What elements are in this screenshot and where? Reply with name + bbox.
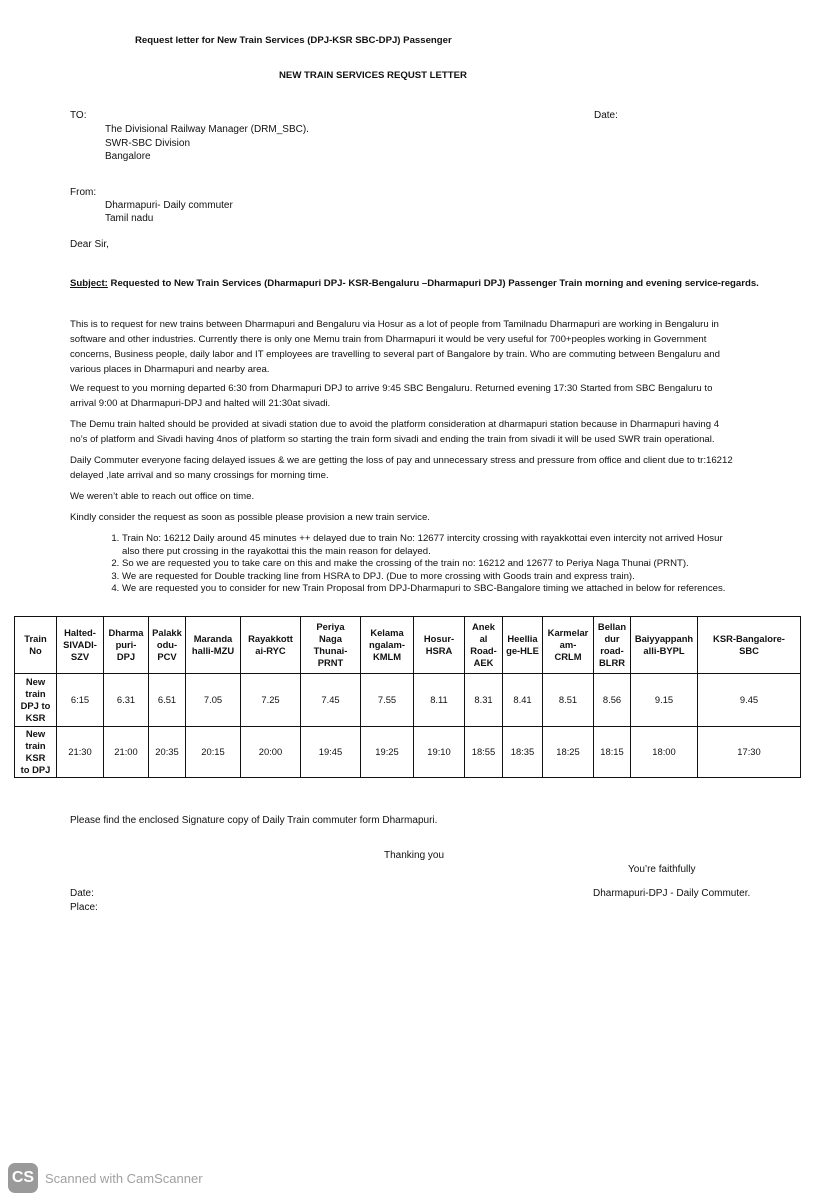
header-cell-station: Hosur- HSRA: [414, 617, 465, 674]
to-label: TO:: [70, 110, 87, 121]
header-cell-station: Karmelar am- CRLM: [543, 617, 594, 674]
time-cell: 8.56: [594, 674, 631, 727]
header-cell-station: Anek al Road- AEK: [465, 617, 503, 674]
time-cell: 6.31: [104, 674, 149, 727]
proposed-timetable: [14, 616, 801, 778]
paragraph-line: arrival 9:00 at Dharmapuri-DPJ and halted will 21:30at sivadi.: [70, 398, 331, 409]
camscanner-watermark: [8, 1163, 203, 1193]
subject-line: [70, 278, 759, 289]
paragraph-line: The Demu train halted should be provided at sivadi station due to avoid the platform consideration at dharmapuri station because in Dharmapuri having 4: [70, 419, 720, 430]
time-cell: 6.51: [149, 674, 186, 727]
paragraph-line: Kindly consider the request as soon as possible please provision a new train service.: [70, 512, 430, 523]
date-label-top: Date:: [594, 110, 618, 121]
list-item: 4. We are requested you to consider for new Train Proposal from DPJ-Dharmapuri to SBC-Bangalore timing we attached in below for references.: [122, 583, 764, 596]
camscanner-label: Scanned with CamScanner: [45, 1170, 203, 1186]
subject-text: Requested to New Train Services (Dharmapuri DPJ- KSR-Bengaluru –Dharmapuri DPJ) Passenger Train morning and evening service-regards.: [110, 278, 759, 289]
camscanner-logo-icon: CS: [8, 1163, 38, 1193]
time-cell: 9.45: [698, 674, 801, 727]
paragraph-line: no’s of platform and Sivadi having 4nos of platform so starting the train form sivadi and ending the train from sivadi it will be used SWR train operational.: [70, 434, 715, 445]
paragraph-kindly-consider: [70, 510, 750, 525]
time-cell: 21:30: [57, 727, 104, 778]
paragraph-demu-halt: [70, 417, 750, 447]
letter-heading: NEW TRAIN SERVICES REQUST LETTER: [279, 70, 467, 81]
header-cell-station: Rayakkott ai-RYC: [241, 617, 301, 674]
paragraph-delays: [70, 453, 750, 483]
header-cell-station: Dharma puri- DPJ: [104, 617, 149, 674]
time-cell: 19:25: [361, 727, 414, 778]
salutation: Dear Sir,: [70, 239, 109, 250]
time-cell: 17:30: [698, 727, 801, 778]
row-label: New train KSR to DPJ: [15, 727, 57, 778]
recipient-line: The Divisional Railway Manager (DRM_SBC).: [105, 124, 309, 135]
closing-faithfully: You’re faithfully: [628, 864, 696, 875]
thanking-you: Thanking you: [384, 850, 445, 861]
paragraph-line: This is to request for new trains between Dharmapuri and Bengaluru via Hosur as a lot of people from Tamilnadu Dharmapuri are working in Bengaluru in: [70, 319, 719, 330]
sender-line: Dharmapuri- Daily commuter: [105, 200, 233, 211]
recipient-line: Bangalore: [105, 151, 151, 162]
time-cell: 9.15: [631, 674, 698, 727]
time-cell: 18:15: [594, 727, 631, 778]
paragraph-line: concerns, Business people, daily labor and IT employees are travelling to several part of Bangalore by train. Who are commuting between Bengaluru and: [70, 349, 720, 360]
time-cell: 20:00: [241, 727, 301, 778]
sender-address: [105, 200, 233, 225]
list-item: 2. So we are requested you to take care on this and make the crossing of the train no: 16212 and 12677 to Periya Naga Thunai (PRNT).: [122, 558, 764, 571]
time-cell: 19:10: [414, 727, 465, 778]
time-cell: 7.05: [186, 674, 241, 727]
header-cell-station: Palakk odu- PCV: [149, 617, 186, 674]
time-cell: 18:55: [465, 727, 503, 778]
table-row-dpj-to-ksr: [15, 674, 801, 727]
time-cell: 8.41: [503, 674, 543, 727]
time-cell: 20:35: [149, 727, 186, 778]
list-item: 3. We are requested for Double tracking line from HSRA to DPJ. (Due to more crossing with Goods train and express train).: [122, 571, 764, 584]
time-cell: 7.45: [301, 674, 361, 727]
subject-label: Subject:: [70, 278, 108, 289]
recipient-line: SWR-SBC Division: [105, 137, 191, 149]
table-header-row: [15, 617, 801, 674]
time-cell: 20:15: [186, 727, 241, 778]
header-cell-station: Halted- SIVADI- SZV: [57, 617, 104, 674]
time-cell: 21:00: [104, 727, 149, 778]
header-cell-station: Kelama ngalam- KMLM: [361, 617, 414, 674]
time-cell: 18:35: [503, 727, 543, 778]
time-cell: 7.55: [361, 674, 414, 727]
table-row-ksr-to-dpj: [15, 727, 801, 778]
header-cell-station: Periya Naga Thunai- PRNT: [301, 617, 361, 674]
time-cell: 8.51: [543, 674, 594, 727]
from-label: From:: [70, 187, 97, 198]
signatory: Dharmapuri-DPJ - Daily Commuter.: [593, 888, 751, 899]
recipient-address: [105, 123, 309, 164]
paragraph-office: [70, 489, 750, 504]
paragraph-line: We request to you morning departed 6:30 from Dharmapuri DPJ to arrive 9:45 SBC Bengaluru. Returned evening 17:30 Started from SBC Bengaluru to: [70, 383, 713, 394]
place-label: Place:: [70, 902, 98, 913]
time-cell: 8.31: [465, 674, 503, 727]
time-cell: 7.25: [241, 674, 301, 727]
time-cell: 19:45: [301, 727, 361, 778]
paragraph-line: delayed ,late arrival and so many crossings for morning time.: [70, 470, 329, 481]
header-cell-station: Maranda halli-MZU: [186, 617, 241, 674]
time-cell: 8.11: [414, 674, 465, 727]
row-label: New train DPJ to KSR: [15, 674, 57, 727]
time-cell: 6:15: [57, 674, 104, 727]
paragraph-line: Daily Commuter everyone facing delayed issues & we are getting the loss of pay and unnecessary stress and pressure from office and client due to tr:16212: [70, 455, 733, 466]
header-cell-station: Bellan dur road- BLRR: [594, 617, 631, 674]
paragraph-line: various places in Dharmapuri and nearby area.: [70, 364, 270, 375]
header-cell-train-no: Train No: [15, 617, 57, 674]
paragraph-request: [70, 317, 750, 377]
enclosure-note: Please find the enclosed Signature copy of Daily Train commuter form Dharmapuri.: [70, 815, 438, 826]
paragraph-line: software and other industries. Currently there is only one Memu train from Dharmapuri it would be very useful for 700+peoples working in Government: [70, 334, 707, 345]
header-cell-station: Heellia ge-HLE: [503, 617, 543, 674]
document-top-title: Request letter for New Train Services (DPJ-KSR SBC-DPJ) Passenger: [135, 35, 452, 46]
request-list: [84, 533, 764, 596]
paragraph-timing: [70, 381, 750, 411]
time-cell: 18:25: [543, 727, 594, 778]
time-cell: 18:00: [631, 727, 698, 778]
header-cell-station: KSR-Bangalore- SBC: [698, 617, 801, 674]
paragraph-line: We weren’t able to reach out office on time.: [70, 491, 255, 502]
header-cell-station: Baiyyappanh alli-BYPL: [631, 617, 698, 674]
sender-line: Tamil nadu: [105, 212, 154, 224]
date-label-bottom: Date:: [70, 888, 94, 899]
list-item: 1. Train No: 16212 Daily around 45 minutes ++ delayed due to train No: 12677 intercity crossing with rayakkottai even intercity not arrived Hosur also there put crossing in the rayakottai this the main reason for delayed.: [122, 533, 764, 558]
